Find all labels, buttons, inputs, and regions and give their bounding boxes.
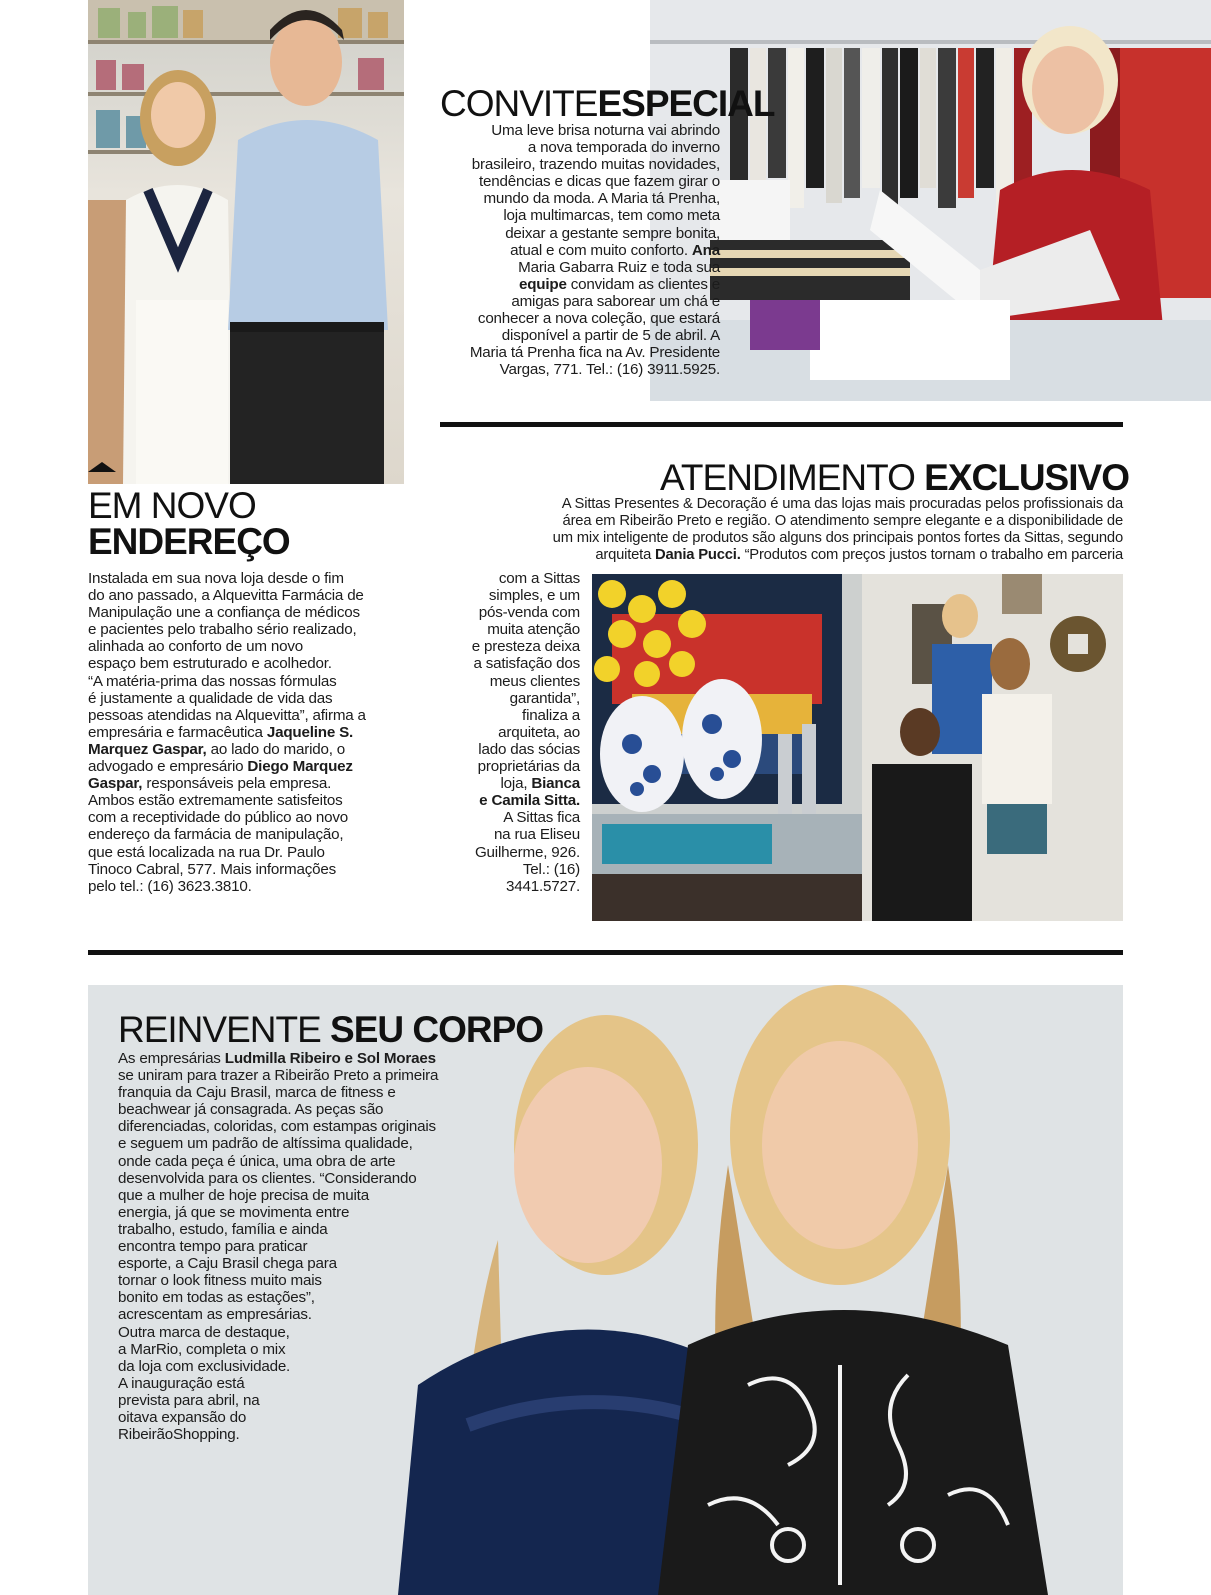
endereco-bold-gaspar: Gaspar,: [88, 775, 143, 793]
reinvente-title-bold: SEU CORPO: [330, 1009, 544, 1050]
atendimento-col-line: loja, Bianca: [500, 775, 580, 793]
endereco-bold-diego: Diego Marquez: [247, 758, 353, 776]
convite-line: amigas para saborear um chá e: [511, 292, 720, 310]
atendimento-title-bold: EXCLUSIVO: [924, 457, 1129, 498]
reinvente-line: RibeirãoShopping.: [118, 1426, 240, 1444]
reinvente-line: encontra tempo para praticar: [118, 1238, 308, 1256]
convite-line: loja multimarcas, tem como meta: [503, 207, 720, 225]
reinvente-line: onde cada peça é única, uma obra de arte: [118, 1152, 396, 1170]
reinvente-line: beachwear já consagrada. As peças são: [118, 1101, 384, 1119]
endereco-line: pelo tel.: (16) 3623.3810.: [88, 877, 252, 895]
endereco-line: advogado e empresário Diego Marquez: [88, 758, 353, 776]
reinvente-line: energia, já que se movimenta entre: [118, 1203, 350, 1221]
endereco-bold-marquez: Marquez Gaspar,: [88, 740, 207, 758]
atendimento-intro: [440, 496, 1123, 564]
endereco-line: do ano passado, a Alquevitta Farmácia de: [88, 587, 364, 605]
reinvente-line: trabalho, estudo, família e ainda: [118, 1220, 328, 1238]
reinvente-line: diferenciadas, coloridas, com estampas originais: [118, 1118, 436, 1136]
reinvente-line: da loja com exclusividade.: [118, 1357, 291, 1375]
endereco-line: e pacientes pelo trabalho sério realizado,: [88, 621, 357, 639]
atendimento-line: um mix inteligente de produtos são alguns dos principais pontos fortes da Sittas, segundo: [552, 530, 1123, 547]
reinvente-line: franquia da Caju Brasil, marca de fitness e: [118, 1084, 396, 1102]
section-divider: [440, 422, 1123, 427]
endereco-line: alinhada ao conforto de um novo: [88, 638, 304, 656]
endereco-line: Ambos estão extremamente satisfeitos: [88, 792, 343, 810]
convite-line: mundo da moda. A Maria tá Prenha,: [483, 190, 720, 208]
convite-line: tendências e dicas que fazem girar o: [478, 173, 720, 191]
atendimento-line: arquiteta Dania Pucci. “Produtos com preços justos tornam o trabalho em parceria: [595, 547, 1123, 564]
atendimento-col-line: pós-venda com: [478, 604, 580, 622]
atendimento-col-line: lado das sócias: [478, 740, 580, 758]
reinvente-line: se uniram para trazer a Ribeirão Preto a primeira: [118, 1067, 439, 1085]
convite-headline: [440, 84, 775, 124]
reinvente-line: a MarRio, completa o mix: [118, 1340, 286, 1358]
atendimento-title-light: ATENDIMENTO: [660, 457, 915, 498]
endereco-line: endereço da farmácia de manipulação,: [88, 826, 344, 844]
convite-line: equipe convidam as clientes e: [518, 275, 720, 293]
atendimento-col-line: a satisfação dos: [473, 655, 580, 673]
reinvente-bold-names: Ludmilla Ribeiro e Sol Moraes: [224, 1050, 436, 1067]
endereco-line: Gaspar, responsáveis pela empresa.: [88, 775, 332, 793]
atendimento-column: [420, 570, 580, 895]
convite-line: disponível a partir de 5 de abril. A: [501, 327, 720, 345]
atendimento-col-line: muita atenção: [487, 621, 580, 639]
reinvente-line: prevista para abril, na: [118, 1391, 260, 1409]
atendimento-col-line: e presteza deixa: [471, 638, 580, 656]
convite-line: atual e com muito conforto. Ana: [510, 241, 720, 259]
atendimento-col-line: [420, 792, 580, 809]
convite-bold-maria: Maria Gabarra Ruiz e toda sua: [518, 258, 720, 276]
photo-couple-pharmacy: [88, 0, 404, 484]
reinvente-line: Outra marca de destaque,: [118, 1323, 290, 1341]
convite-title-light: CONVITE: [440, 83, 598, 124]
convite-line: [420, 259, 720, 276]
convite-bold-ana: Ana: [691, 241, 720, 259]
endereco-headline-light: EM NOVO: [88, 485, 256, 526]
reinvente-headline: [118, 1010, 543, 1050]
photo-sittas-store: [592, 574, 1123, 921]
atendimento-col-line: simples, e um: [488, 587, 580, 605]
convite-line: deixar a gestante sempre bonita,: [505, 224, 720, 242]
atendimento-col-line: Tel.: (16): [522, 860, 580, 878]
section-divider: [88, 950, 1123, 955]
atendimento-col-line: garantida”,: [509, 689, 580, 707]
atendimento-headline: [660, 457, 1129, 498]
atendimento-col-line: arquiteta, ao: [498, 723, 580, 741]
atendimento-col-line: 3441.5727.: [505, 877, 580, 895]
atendimento-line: área em Ribeirão Preto e região. O atendimento sempre elegante e a disponibilidade de: [562, 513, 1123, 530]
convite-line: a nova temporada do inverno: [527, 139, 720, 157]
reinvente-line: bonito em todas as estações”,: [118, 1289, 315, 1307]
reinvente-line: As empresárias Ludmilla Ribeiro e Sol Moraes: [118, 1050, 436, 1067]
endereco-line: empresária e farmacêutica Jaqueline S.: [88, 723, 354, 741]
atendimento-col-line: meus clientes: [489, 672, 580, 690]
atendimento-bold-camila: e Camila Sitta.: [479, 792, 580, 810]
reinvente-line: esporte, a Caju Brasil chega para: [118, 1255, 337, 1273]
convite-line: Vargas, 771. Tel.: (16) 3911.5925.: [499, 361, 720, 379]
convite-line: conhecer a nova coleção, que estará: [477, 310, 720, 328]
endereco-line: espaço bem estruturado e acolhedor.: [88, 655, 332, 673]
atendimento-bold-bianca: Bianca: [531, 775, 580, 793]
endereco-line: Tinoco Cabral, 577. Mais informações: [88, 860, 337, 878]
convite-line: Maria tá Prenha fica na Av. Presidente: [469, 344, 720, 362]
reinvente-line: que a mulher de hoje precisa de muita: [118, 1186, 369, 1204]
atendimento-col-line: finaliza a: [522, 706, 580, 724]
reinvente-line: e seguem um padrão de altíssima qualidade,: [118, 1135, 413, 1153]
endereco-line: Marquez Gaspar, ao lado do marido, o: [88, 740, 346, 758]
atendimento-col-line: com a Sittas: [498, 570, 580, 587]
reinvente-line: acrescentam as empresárias.: [118, 1306, 312, 1324]
reinvente-body: [118, 1050, 498, 1443]
endereco-line: pessoas atendidas na Alquevitta”, afirma a: [88, 706, 366, 724]
endereco-line: que está localizada na rua Dr. Paulo: [88, 843, 325, 861]
endereco-bold-jaqueline: Jaqueline S.: [266, 723, 354, 741]
reinvente-title-light: REINVENTE: [118, 1009, 321, 1050]
convite-bold-equipe: equipe: [518, 275, 567, 293]
reinvente-line: desenvolvida para os clientes. “Considerando: [118, 1169, 417, 1187]
convite-line: Uma leve brisa noturna vai abrindo: [491, 122, 720, 139]
endereco-line: “A matéria-prima das nossas fórmulas: [88, 672, 337, 690]
atendimento-col-line: proprietárias da: [477, 758, 580, 776]
atendimento-col-line: Guilherme, 926.: [474, 843, 580, 861]
reinvente-line: tornar o look fitness muito mais: [118, 1272, 322, 1290]
reinvente-line: A inauguração está: [118, 1374, 245, 1392]
reinvente-line: oitava expansão do: [118, 1408, 247, 1426]
endereco-line: é justamente a qualidade de vida das: [88, 689, 333, 707]
convite-line: brasileiro, trazendo muitas novidades,: [471, 156, 720, 174]
atendimento-bold-dania: Dania Pucci.: [655, 547, 741, 564]
endereco-line: com a receptividade do público ao novo: [88, 809, 349, 827]
atendimento-col-line: A Sittas fica: [503, 809, 580, 827]
photo-boutique-owner: [650, 0, 1211, 401]
endereco-line: Manipulação une a confiança de médicos: [88, 604, 360, 622]
atendimento-col-line: na rua Eliseu: [493, 826, 580, 844]
convite-title-bold: ESPECIAL: [597, 83, 775, 124]
convite-body: [420, 122, 720, 378]
endereco-body: [88, 570, 418, 895]
atendimento-line: A Sittas Presentes & Decoração é uma das lojas mais procuradas pelos profissionais da: [561, 496, 1123, 512]
endereco-headline-bold: ENDEREÇO: [88, 521, 290, 562]
endereco-line: Instalada em sua nova loja desde o fim: [88, 570, 344, 587]
